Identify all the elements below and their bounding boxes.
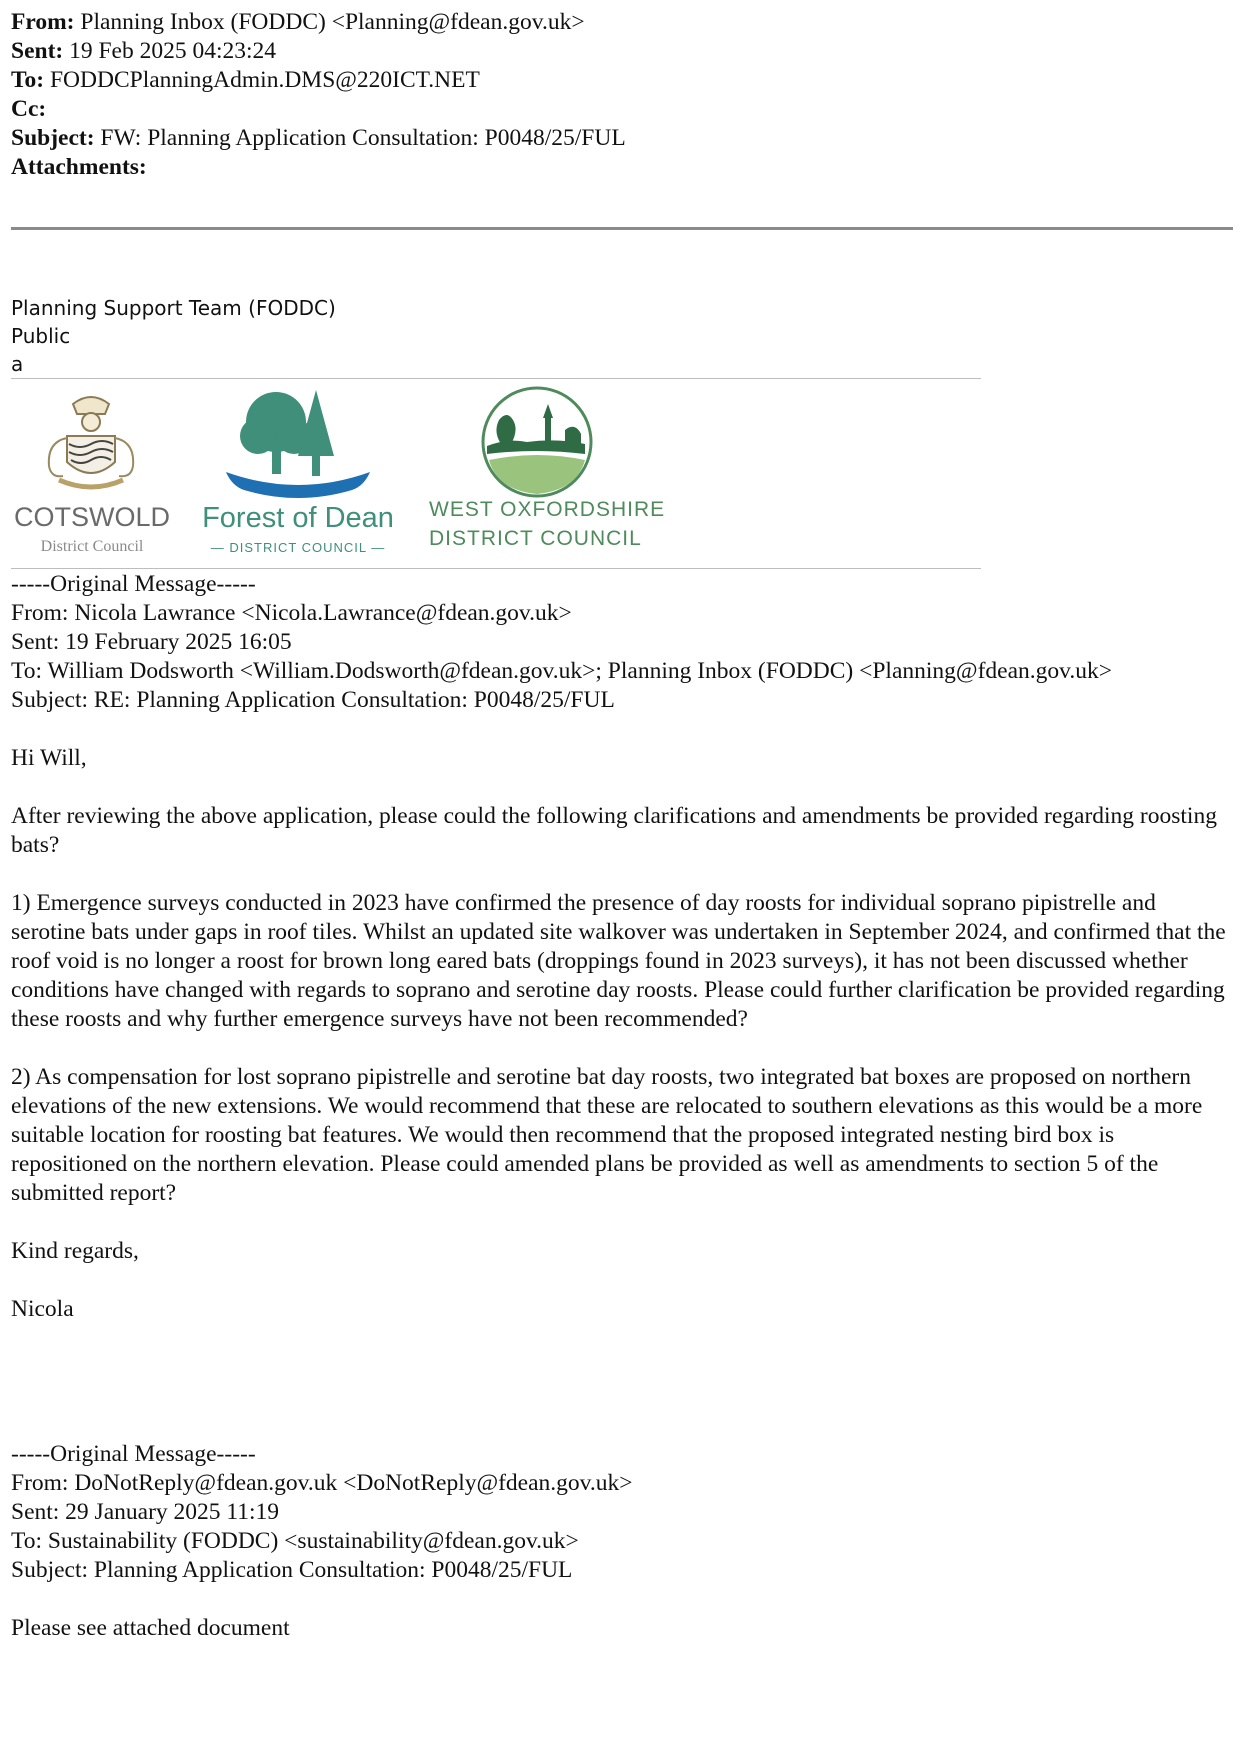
council-logos (11, 386, 981, 566)
sent-value: 19 Feb 2025 04:23:24 (69, 38, 277, 64)
attachments-row (11, 153, 1221, 182)
forest-of-dean-logo (198, 386, 398, 556)
west-oxfordshire-logo (429, 386, 666, 556)
sent-label: Sent: (11, 38, 64, 64)
team-name: Planning Support Team (FODDC) (11, 296, 336, 320)
to-label: To: (11, 67, 45, 93)
message2-body: Please see attached document (11, 1615, 290, 1641)
message1-subject: Subject: RE: Planning Application Consultation: P0048/25/FUL (11, 687, 615, 713)
email-header (11, 8, 1221, 182)
message1-closing: Kind regards, (11, 1238, 139, 1264)
signature-top-divider (11, 378, 981, 379)
original-message-separator-2: -----Original Message----- (11, 1441, 256, 1467)
message1-greeting: Hi Will, (11, 745, 87, 771)
signature-bottom-divider (11, 568, 981, 569)
message1-sent: Sent: 19 February 2025 16:05 (11, 629, 292, 655)
to-value: FODDCPlanningAdmin.DMS@220ICT.NET (49, 67, 480, 93)
cotswold-crest-icon (11, 386, 173, 498)
cotswold-logo (11, 386, 173, 556)
message1-intro: After reviewing the above application, please could the following clarifications and amendments be provided regarding roosting bats? (11, 803, 1217, 858)
from-row (11, 8, 1221, 37)
subject-label: Subject: (11, 125, 95, 151)
subject-row (11, 124, 1221, 153)
forest-sub-text: DISTRICT COUNCIL (229, 540, 367, 555)
signature-block (11, 294, 336, 378)
to-row (11, 66, 1221, 95)
original-message-separator: -----Original Message----- (11, 571, 256, 597)
forest-tree-icon (198, 386, 398, 498)
signature-extra: a (11, 352, 24, 376)
attachments-label: Attachments: (11, 154, 147, 180)
from-label: From: (11, 9, 75, 35)
message1-to: To: William Dodsworth <William.Dodsworth@fdean.gov.uk>; Planning Inbox (FODDC) <Planning@fdean.gov.uk> (11, 658, 1112, 684)
cc-label: Cc: (11, 96, 47, 122)
west-oxon-emblem-icon (429, 386, 629, 498)
subject-value: FW: Planning Application Consultation: P0048/25/FUL (100, 125, 626, 151)
message2-subject: Subject: Planning Application Consultation: P0048/25/FUL (11, 1557, 573, 1583)
forest-sub: — DISTRICT COUNCIL — (210, 540, 386, 555)
west-oxon-line1: WEST OXFORDSHIRE (429, 498, 666, 521)
classification-label: Public (11, 324, 71, 348)
sent-row (11, 37, 1221, 66)
forest-name: Forest of Dean (202, 502, 394, 534)
message2-sent: Sent: 29 January 2025 11:19 (11, 1499, 280, 1525)
message1-point2: 2) As compensation for lost soprano pipistrelle and serotine bat day roosts, two integrated bat boxes are proposed on northern elevations of the new extensions. We would recommend that these are relocated to southern elevations as this would be a more suitable location for roosting bat features. We would then recommend that the proposed integrated nesting bird box is repositioned on the northern elevation. Please could amended plans be provided as well as amendments to section 5 of the submitted report? (11, 1064, 1203, 1206)
cotswold-sub: District Council (40, 538, 144, 555)
message1-signoff: Nicola (11, 1296, 74, 1322)
message2-from: From: DoNotReply@fdean.gov.uk <DoNotReply@fdean.gov.uk> (11, 1470, 633, 1496)
west-oxon-line2: DISTRICT COUNCIL (429, 527, 642, 550)
message-thread (11, 570, 1236, 1643)
message2-to: To: Sustainability (FODDC) <sustainability@fdean.gov.uk> (11, 1528, 579, 1554)
cotswold-name: COTSWOLD (13, 502, 170, 532)
message1-from: From: Nicola Lawrance <Nicola.Lawrance@fdean.gov.uk> (11, 600, 572, 626)
from-value: Planning Inbox (FODDC) <Planning@fdean.gov.uk> (80, 9, 585, 35)
cc-row (11, 95, 1221, 124)
message1-point1: 1) Emergence surveys conducted in 2023 have confirmed the presence of day roosts for individual soprano pipistrelle and serotine bats under gaps in roof tiles. Whilst an updated site walkover was undertaken in September 2024, and confirmed that the roof void is no longer a roost for brown long eared bats (droppings found in 2023 surveys), it has not been discussed whether conditions have changed with regards to soprano and serotine day roosts. Please could further clarification be provided regarding these roosts and why further emergence surveys have not been recommended? (11, 890, 1226, 1032)
header-divider (11, 227, 1233, 230)
